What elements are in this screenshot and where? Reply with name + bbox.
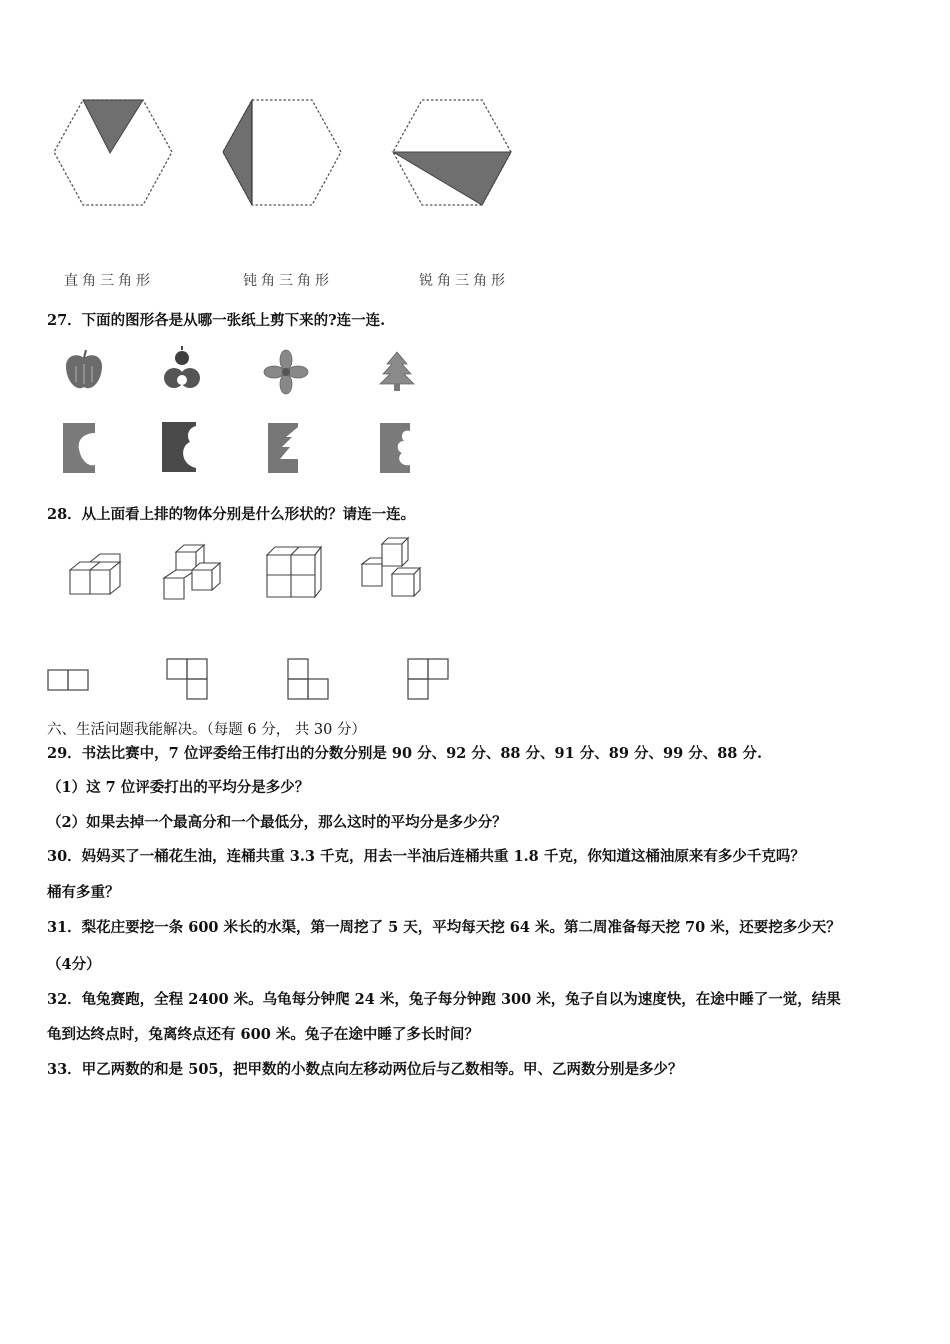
top-view-1 — [47, 669, 91, 693]
question-27: 27．下面的图形各是从哪一张纸上剪下来的?连一连. — [47, 312, 386, 329]
question-32-line-2: 龟到达终点时，兔离终点还有 600 米。兔子在途中睡了多长时间？ — [47, 1026, 479, 1043]
cube-figure-3 — [264, 543, 324, 601]
triangle-label-obtuse: 钝角三角形 — [243, 273, 333, 289]
question-33: 33．甲乙两数的和是 505，把甲数的小数点向左移动两位后与乙数相等。甲、乙两数分别是多少？ — [47, 1061, 683, 1078]
question-30-line-1: 30．妈妈买了一桶花生油，连桶共重 3.3 千克，用去一半油后连桶共重 1.8 千克，你知道这桶油原来有多少千克吗？ — [47, 848, 805, 865]
cube-figure-4 — [358, 536, 422, 600]
question-30-line-2: 桶有多重？ — [47, 884, 120, 901]
question-29-part-2: （2）如果去掉一个最高分和一个最低分，那么这时的平均分是多少分？ — [47, 814, 507, 831]
question-31-line-2: （4分） — [47, 956, 101, 973]
top-view-2 — [166, 658, 212, 704]
cube-figure-2 — [162, 542, 224, 602]
top-view-4 — [407, 658, 453, 704]
cube-figure-1 — [66, 548, 126, 598]
hexagon-figure-1 — [50, 97, 180, 212]
question-29: 29．书法比赛中，7 位评委给王伟打出的分数分别是 90 分、92 分、88 分、91 分、89 分、99 分、88 分. — [47, 745, 762, 762]
question-29-part-1: （1）这 7 位评委打出的平均分是多少？ — [47, 779, 310, 796]
question-32-line-1: 32．龟兔赛跑，全程 2400 米。乌龟每分钟爬 24 米，兔子每分钟跑 300 米，兔子自以为速度快，在途中睡了一觉，结果 — [47, 991, 841, 1008]
hexagon-figure-2 — [219, 97, 349, 212]
paper-tree-hole-icon — [268, 423, 300, 475]
paper-flower-hole-icon — [380, 423, 412, 475]
triangle-label-acute: 锐角三角形 — [419, 273, 509, 289]
hexagon-figure-3 — [389, 97, 519, 212]
flower-icon — [264, 350, 308, 394]
gourd-icon — [162, 346, 202, 394]
section-6-heading: 六、生活问题我能解决。（每题 6 分， 共 30 分） — [47, 722, 366, 738]
paper-gourd-hole-icon — [162, 422, 198, 474]
question-28: 28．从上面看上排的物体分别是什么形状的？请连一连。 — [47, 506, 416, 523]
triangle-label-right: 直角三角形 — [64, 273, 154, 289]
tree-icon — [377, 350, 417, 394]
top-view-3 — [287, 658, 333, 704]
paper-apple-hole-icon — [63, 423, 97, 475]
apple-icon — [62, 348, 106, 392]
question-31-line-1: 31．梨花庄要挖一条 600 米长的水渠，第一周挖了 5 天，平均每天挖 64 米。第二周准备每天挖 70 米，还要挖多少天？ — [47, 919, 841, 936]
